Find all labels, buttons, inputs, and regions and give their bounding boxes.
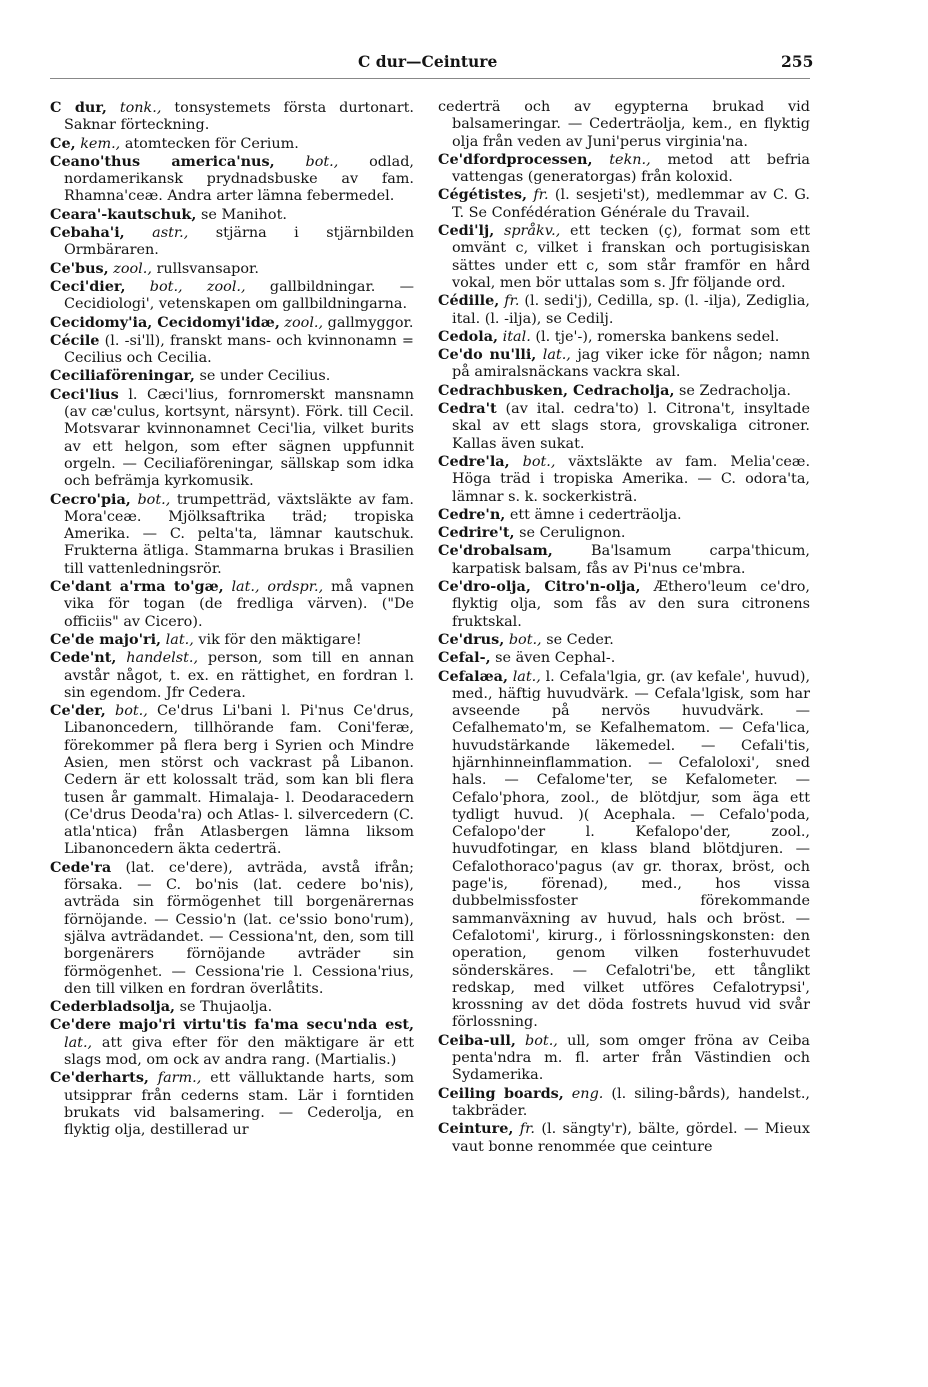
entry-text: atomtecken för Cerium. — [124, 135, 299, 152]
dictionary-entry — [50, 99, 414, 135]
entry-text: ett välluktande harts, som utsipprar från cederns stam. Lär i forntiden brukats vid balsamering. — Cederolja, en flyktig olja, destillerad ur — [64, 1070, 415, 1139]
dictionary-entry — [50, 135, 414, 153]
entry-headword: Ceiba-ull, — [438, 1031, 516, 1049]
entry-abbreviation: eng. — [571, 1085, 604, 1102]
entry-text: Ba'lsamum carpa'thicum, karpatisk balsam, fås av Pi'nus ce'mbra. — [452, 543, 811, 577]
entry-headword: Ceano'thus america'nus, — [50, 152, 275, 170]
entry-abbreviation: lat., — [542, 347, 571, 364]
entry-abbreviation: ital. — [502, 328, 531, 345]
entry-text: metod att befria vattengas (generatorgas) från koloxid. — [452, 151, 811, 186]
dictionary-entry — [50, 491, 414, 578]
dictionary-entry — [50, 260, 414, 278]
entry-headword: Ce'dfordprocessen, — [438, 150, 593, 168]
dictionary-entry — [438, 542, 810, 578]
entry-headword: Cedola, — [438, 327, 499, 345]
entry-text: person, som till en annan avstår något, t. ex. en rättighet, en fordran l. sin egendom. Jfr Cedera. — [64, 650, 414, 701]
entry-text: Ce'drus Li'bani l. Pi'nus Ce'drus, Libanoncedern, tillhörande fam. Coni'feræ, förekommer på flera berg i Syrien och Mindre Asien, men störst och vackrast på Libanon. Cedern är ett kolossalt träd, som kan bli flera tusen år gammalt. Himalaja- l. Deodaracedern (Ce'drus Deoda'ra) och Atlas- l. silvercedern (C. atla'ntica) från Atlasbergen lämna liksom Libanoncedern äkta cederträ. — [64, 703, 415, 858]
entry-text: (av ital. cedra'to) l. Citrona't, insyltade skal av ett slags stora, grovskaliga citroner. Kallas även sukat. — [452, 401, 810, 452]
entry-abbreviation: lat., — [512, 668, 541, 685]
entry-text: odlad, nordamerikansk prydnadsbuske av fam. Rhamna'ceæ. Andra arter lämna febermedel. — [64, 153, 414, 205]
entry-headword: Ceara'-kautschuk, — [50, 205, 197, 223]
dictionary-entry — [50, 1069, 414, 1139]
dictionary-entry — [438, 506, 810, 524]
entry-abbreviation: zool., — [113, 260, 152, 277]
entry-abbreviation: lat., — [64, 1034, 93, 1051]
dictionary-entry — [438, 99, 810, 151]
entry-abbreviation: bot., — [115, 703, 148, 720]
entry-headword: Cefalæa, — [438, 667, 508, 685]
dictionary-entry — [438, 453, 810, 506]
entry-text: (l. -si'll), franskt mans- och kvinnonamn = Cecilius och Cecilia. — [64, 332, 414, 367]
entry-text: ett tecken (ç), format som ett omvänt c, vilket i franskan och portugisiskan sättes under ett c, som står framför en hård vokal, men bör uttalas som s. Jfr följande ord. — [452, 223, 811, 291]
entry-abbreviation: bot., — [305, 153, 339, 170]
entry-abbreviation: tekn., — [609, 151, 651, 168]
entry-headword: Cedi'lj, — [438, 222, 495, 240]
dictionary-entry — [438, 186, 810, 222]
entry-abbreviation: farm., — [157, 1070, 202, 1087]
entry-text: l. Cæci'lius, fornromerskt mansnamn (av cæ'culus, kortsynt, närsynt). Förk. till Cecil. Motsvarar kvinnonamnet Ceci'lia, vilket burits av ett helgon, som efter sägnen uppfunnit orgeln. — Ceciliaföreningar, sällskap som idka och befrämja kyrkomusik. — [64, 386, 414, 490]
entry-headword: Ce'derharts, — [50, 1069, 149, 1087]
entry-text: se Ceder. — [546, 631, 614, 648]
header-rule — [50, 78, 810, 79]
entry-headword: Ce'do nu'lli, — [438, 346, 537, 364]
entry-text: (l. tje'-), romerska bankens sedel. — [535, 328, 780, 345]
dictionary-entry — [438, 346, 810, 382]
entry-text: rullsvansapor. — [156, 260, 259, 277]
dictionary-entry — [50, 332, 414, 368]
entry-headword: Ceci'dier, — [50, 277, 126, 295]
entry-headword: Cederbladsolja, — [50, 998, 176, 1016]
entry-headword: Ce'drus, — [438, 630, 505, 648]
dictionary-entry — [438, 151, 810, 187]
left-column — [50, 99, 414, 1140]
entry-headword: Ceci'lius — [50, 385, 119, 403]
entry-headword: Cede'nt, — [50, 649, 117, 667]
entry-headword: Ce'dro-olja, Citro'n-olja, — [438, 578, 641, 596]
entry-text: ull, som omger fröna av Ceiba penta'ndra m. fl. arter från Västindien och Sydamerika. — [452, 1032, 811, 1084]
dictionary-entry — [438, 328, 810, 346]
dictionary-entry — [50, 702, 414, 859]
dictionary-entry — [438, 668, 810, 1032]
dictionary-entry — [50, 206, 414, 224]
entry-headword: Cécile — [50, 331, 100, 349]
entry-abbreviation: astr., — [152, 225, 189, 242]
entry-headword: Ceciliaföreningar, — [50, 367, 195, 385]
right-column — [438, 99, 810, 1156]
entry-text: tonsystemets första durtonart. Saknar förteckning. — [64, 100, 414, 134]
entry-headword: Cede'ra — [50, 858, 112, 876]
dictionary-entry — [438, 1032, 810, 1085]
entry-headword: Ce'dant a'rma to'gæ, — [50, 578, 224, 596]
entry-headword: Ce'de majo'ri, — [50, 630, 162, 648]
entry-headword: Ce, — [50, 134, 76, 152]
entry-text: må vapnen vika för togan (de fredliga värven). ("De officiis" av Cicero). — [64, 579, 414, 630]
entry-abbreviation: lat., — [165, 631, 194, 648]
entry-text: stjärna i stjärnbilden Ormbäraren. — [64, 225, 414, 259]
entry-headword: Cedre'n, — [438, 505, 506, 523]
entry-text: se Manihot. — [200, 206, 287, 223]
dictionary-entry — [50, 153, 414, 206]
entry-headword: Cedrire't, — [438, 524, 515, 542]
entry-headword: Cedra't — [438, 400, 497, 418]
dictionary-entry — [438, 524, 810, 542]
dictionary-entry — [438, 1120, 810, 1156]
entry-text: se även Cephal-. — [495, 650, 616, 667]
dictionary-entry — [50, 998, 414, 1016]
dictionary-entry — [438, 382, 810, 400]
dictionary-entry — [438, 222, 810, 292]
entry-headword: C dur, — [50, 99, 107, 116]
dictionary-entry — [438, 400, 810, 453]
entry-text: ett ämne i cederträolja. — [509, 506, 682, 523]
entry-text: växtsläkte av fam. Melia'ceæ. Höga träd i tropiska Amerika. — C. odora'ta, lämnar s. k. sockerkisträ. — [452, 453, 811, 505]
dictionary-entry — [50, 278, 414, 314]
dictionary-entry — [438, 1085, 810, 1121]
entry-headword: Ce'drobalsam, — [438, 542, 553, 560]
entry-text: (l. siling-bårds), handelst., takbräder. — [452, 1085, 810, 1119]
entry-headword: Ceinture, — [438, 1120, 514, 1138]
entry-text: se Cerulignon. — [519, 525, 626, 542]
entry-abbreviation: handelst., — [126, 650, 199, 667]
entry-headword: Cecro'pia, — [50, 490, 131, 508]
entry-abbreviation: fr. — [519, 1121, 535, 1138]
dictionary-entry — [438, 649, 810, 667]
entry-abbreviation: språkv., — [503, 223, 561, 240]
entry-headword: Cedre'la, — [438, 452, 510, 470]
entry-text: (l. sedi'j), Cedilla, sp. (l. -ilja), Zediglia, ital. (l. -ilja), se Cedilj. — [452, 293, 811, 327]
entry-headword: Cedrachbusken, Cedracholja, — [438, 381, 675, 399]
dictionary-entry — [50, 314, 414, 332]
dictionary-entry — [50, 649, 414, 702]
entry-headword: Ce'bus, — [50, 259, 109, 277]
entry-headword: Ceiling boards, — [438, 1084, 564, 1102]
dictionary-entry — [50, 367, 414, 385]
entry-headword: Cefal-, — [438, 649, 491, 667]
dictionary-entry — [438, 631, 810, 649]
page-title: C dur—Ceinture — [358, 52, 498, 71]
entry-text: (l. sesjeti'st), medlemmar av C. G. T. Se Confédération Générale du Travail. — [452, 187, 810, 221]
dictionary-entry — [50, 631, 414, 649]
dictionary-entry — [50, 578, 414, 631]
dictionary-entry — [438, 292, 810, 328]
dictionary-entry — [50, 859, 414, 998]
entry-text: (lat. ce'dere), avträda, avstå ifrån; försaka. — C. bo'nis (lat. cedere bo'nis), avträda sin förmögenhet till borgenärernas förnöjande. — Cessio'n (lat. ce'ssio bono'rum), själva avträdandet. — Cessiona'nt, den, som till borgenärers förnöjande avträder sin förmögenhet. — Cessiona'rie l. Cessiona'rius, den till vilken en fordran överlåtits. — [64, 859, 415, 997]
dictionary-entry — [50, 224, 414, 260]
entry-abbreviation: bot., — [137, 491, 171, 508]
dictionary-entry — [50, 1016, 414, 1069]
entry-abbreviation: fr. — [533, 187, 549, 204]
entry-text: se Thujaolja. — [179, 999, 273, 1016]
entry-text: (l. sängty'r), bälte, gördel. — Mieux vaut bonne renommée que ceinture — [452, 1121, 811, 1155]
entry-abbreviation: bot., — [525, 1032, 558, 1049]
entry-headword: Cebaha'i, — [50, 224, 125, 242]
entry-text: vik för den mäktigare! — [198, 631, 362, 648]
entry-text: l. Cefala'lgia, gr. (av kefale', huvud), med., häftig huvudvärk. — Cefala'lgisk, som har avseende på nervös huvudvärk. — Cefalhemato'm, se Kefalhematom. — Cefa'lica, huvudstärkande läkemedel. — Cefali'tis, hjärnhinneinflammation. — Cefaloloxi', sned hals. — Cefalome'ter, se Kefalometer. — Cefalo'phora, zool., de blötdjur, som äga ett tydligt huvud. )( Acephala. — Cefalo'poda, Cefalopo'der l. Kefalopo'der, zool., huvudfotingar, en klass bland blötdjuren. — Cefalothoraco'pagus (av gr. thorax, bröst, och page'is, förenad), med., hos vissa dubbelmissfoster förekommande sammanväxning av huvud, hals och bröst. — Cefalotomi', kirurg., i förlossningskonsten: den operation, genom vilken fosterhuvudet sönderskäres. — Cefalotri'be, ett tånglikt redskap, med vilket utföres Cefalotrypsi', krossning av det döda fostrets huvud vid svår förlossning. — [452, 668, 811, 1031]
entry-abbreviation: tonk., — [119, 100, 162, 116]
entry-text: jag viker icke för någon; namn på amiralsnäckans vackra skal. — [452, 347, 811, 381]
entry-abbreviation: bot., zool., — [149, 278, 246, 295]
entry-headword: Cégétistes, — [438, 186, 527, 204]
entry-text: gallbildningar. — Cecidiologi', vetenskapen om gallbildningarna. — [64, 278, 415, 313]
entry-text: se under Cecilius. — [199, 368, 331, 385]
dictionary-entry — [438, 578, 810, 631]
dictionary-entry — [50, 386, 414, 491]
running-header — [0, 52, 928, 76]
entry-headword: Ce'der, — [50, 702, 106, 720]
entry-abbreviation: kem., — [80, 135, 121, 152]
entry-text: cederträ och av egypterna brukad vid balsameringar. — Cederträolja, kem., en flyktig olja från veden av Juni'perus virginia'na. — [438, 99, 810, 150]
entry-headword: Cédille, — [438, 292, 500, 310]
page-number: 255 — [781, 52, 814, 71]
entry-abbreviation: fr. — [504, 293, 520, 310]
entry-text: gallmyggor. — [327, 314, 414, 331]
entry-abbreviation: zool., — [284, 314, 324, 331]
entry-text: trumpetträd, växtsläkte av fam. Mora'ceæ. Mjölksaftrika träd; tropiska Amerika. — C. pelta'ta, lämnar kautschuk. Frukterna ätliga. Stammarna brukas i Brasilien till vattenledningsrör. — [64, 491, 414, 577]
entry-headword: Cecidomy'ia, Cecidomyi'idæ, — [50, 313, 280, 331]
entry-text: att giva efter för den mäktigare är ett slags mod, om ock av andra rang. (Martialis.) — [64, 1034, 415, 1069]
entry-text: Æthero'leum ce'dro, flyktig olja, som fås av den sura citronens fruktskal. — [452, 579, 810, 630]
entry-abbreviation: bot., — [522, 453, 556, 470]
entry-headword: Ce'dere majo'ri virtu'tis fa'ma secu'nda est, — [50, 1016, 414, 1034]
entry-text: se Zedracholja. — [679, 382, 791, 399]
entry-abbreviation: lat., ordspr., — [231, 579, 324, 596]
entry-abbreviation: bot., — [508, 631, 542, 648]
